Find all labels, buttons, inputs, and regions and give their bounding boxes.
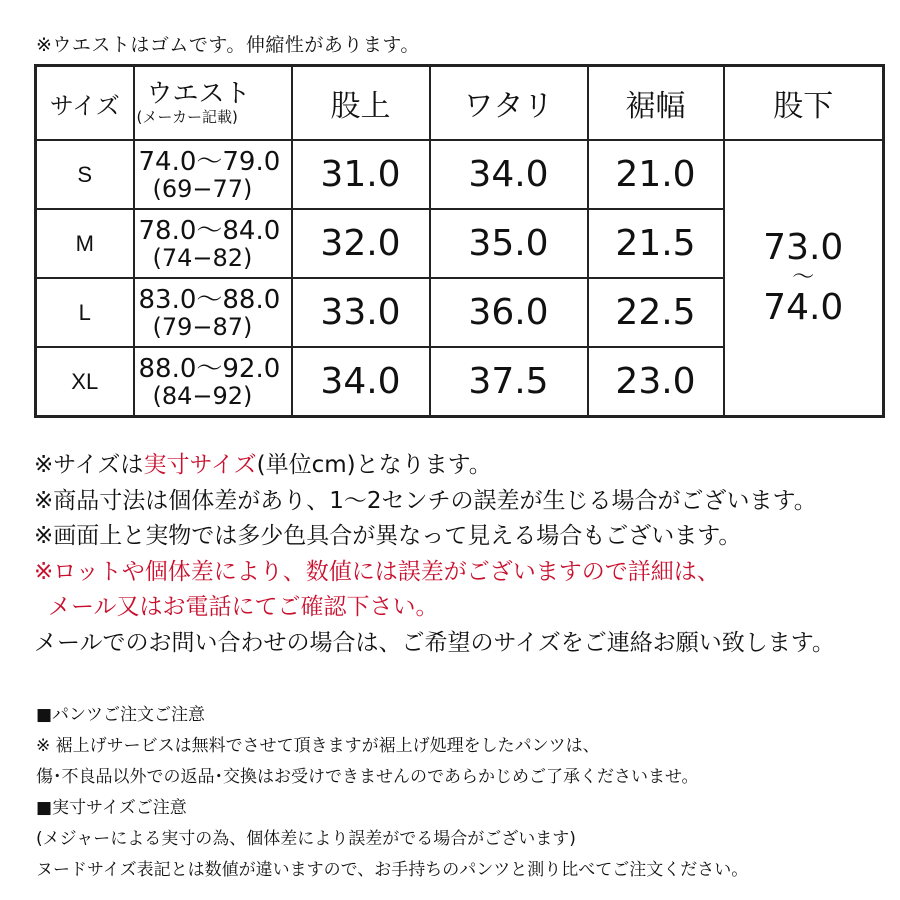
inseam-tilde: 〜 (792, 265, 815, 290)
waist-maker: (74−82) (152, 243, 253, 272)
note-line-warning: ※ロットや個体差により、数値には誤差がございますので詳細は、 (34, 558, 720, 585)
waist-elastic-note: ※ウエストはゴムです。伸縮性があります。 (36, 34, 420, 56)
inseam-min: 73.0 (763, 227, 844, 268)
waist-cell (134, 140, 292, 209)
waist-range: 78.0〜84.0 (138, 215, 281, 246)
size-cell: XL (36, 347, 134, 417)
note-highlight: 実寸サイズ (143, 452, 257, 478)
thigh-cell: 35.0 (430, 209, 588, 278)
rise-cell: 31.0 (292, 140, 430, 209)
hem-cell: 21.0 (588, 140, 724, 209)
waist-maker: (79−87) (152, 312, 253, 341)
header-waist-sub: (メーカー記載) (136, 108, 238, 126)
waist-cell (134, 209, 292, 278)
thigh-cell: 36.0 (430, 278, 588, 347)
waist-maker: (84−92) (152, 381, 253, 410)
size-cell: M (36, 209, 134, 278)
pants-caution-heading: ■パンツご注文ご注意 (36, 705, 206, 725)
note-line: メールでのお問い合わせの場合は、ご希望のサイズをご連絡お願い致します。 (34, 629, 835, 656)
hem-cell: 21.5 (588, 209, 724, 278)
header-inseam: 股下 (724, 66, 884, 141)
caution-section (36, 700, 748, 886)
header-waist (134, 66, 292, 141)
rise-cell: 32.0 (292, 209, 430, 278)
table-row (36, 140, 884, 209)
size-table (34, 64, 885, 418)
caution-line: (メジャーによる実寸の為、個体差により誤差がでる場合がございます) (36, 829, 576, 849)
waist-cell (134, 347, 292, 417)
waist-range: 83.0〜88.0 (138, 284, 281, 315)
caution-line: ヌードサイズ表記とは数値が違いますので、お手持ちのパンツと測り比べてご注文ください。 (36, 860, 749, 880)
rise-cell: 34.0 (292, 347, 430, 417)
caution-line: ※ 裾上げサービスは無料でさせて頂きますが裾上げ処理をしたパンツは、 (36, 736, 600, 756)
hem-cell: 22.5 (588, 278, 724, 347)
note-line-warning: メール又はお電話にてご確認下さい。 (48, 594, 439, 620)
waist-range: 88.0〜92.0 (138, 353, 281, 384)
table-header-row (36, 66, 884, 141)
header-rise: 股上 (292, 66, 430, 141)
waist-cell (134, 278, 292, 347)
header-waist-label: ウエスト (146, 79, 251, 109)
rise-cell: 33.0 (292, 278, 430, 347)
size-cell: S (36, 140, 134, 209)
caution-line: 傷･不良品以外での返品･交換はお受けできませんのであらかじめご了承くださいませ。 (36, 767, 699, 787)
header-hem: 裾幅 (588, 66, 724, 141)
hem-cell: 23.0 (588, 347, 724, 417)
waist-maker: (69−77) (152, 174, 253, 203)
size-notes (34, 448, 835, 661)
size-cell: L (36, 278, 134, 347)
inseam-max: 74.0 (763, 287, 844, 328)
note-line: ※画面上と実物では多少色具合が異なって見える場合もございます。 (34, 523, 742, 549)
note-text: ※サイズは (34, 452, 144, 478)
waist-range: 74.0〜79.0 (138, 146, 281, 177)
header-size: サイズ (36, 66, 134, 141)
note-line (34, 448, 835, 484)
inseam-cell (724, 140, 884, 417)
note-text: (単位cm)となります。 (256, 452, 492, 478)
thigh-cell: 37.5 (430, 347, 588, 417)
note-line: ※商品寸法は個体差があり、1〜2センチの誤差が生じる場合がございます。 (34, 487, 817, 514)
size-caution-heading: ■実寸サイズご注意 (36, 798, 187, 818)
header-thigh: ワタリ (430, 66, 588, 141)
thigh-cell: 34.0 (430, 140, 588, 209)
